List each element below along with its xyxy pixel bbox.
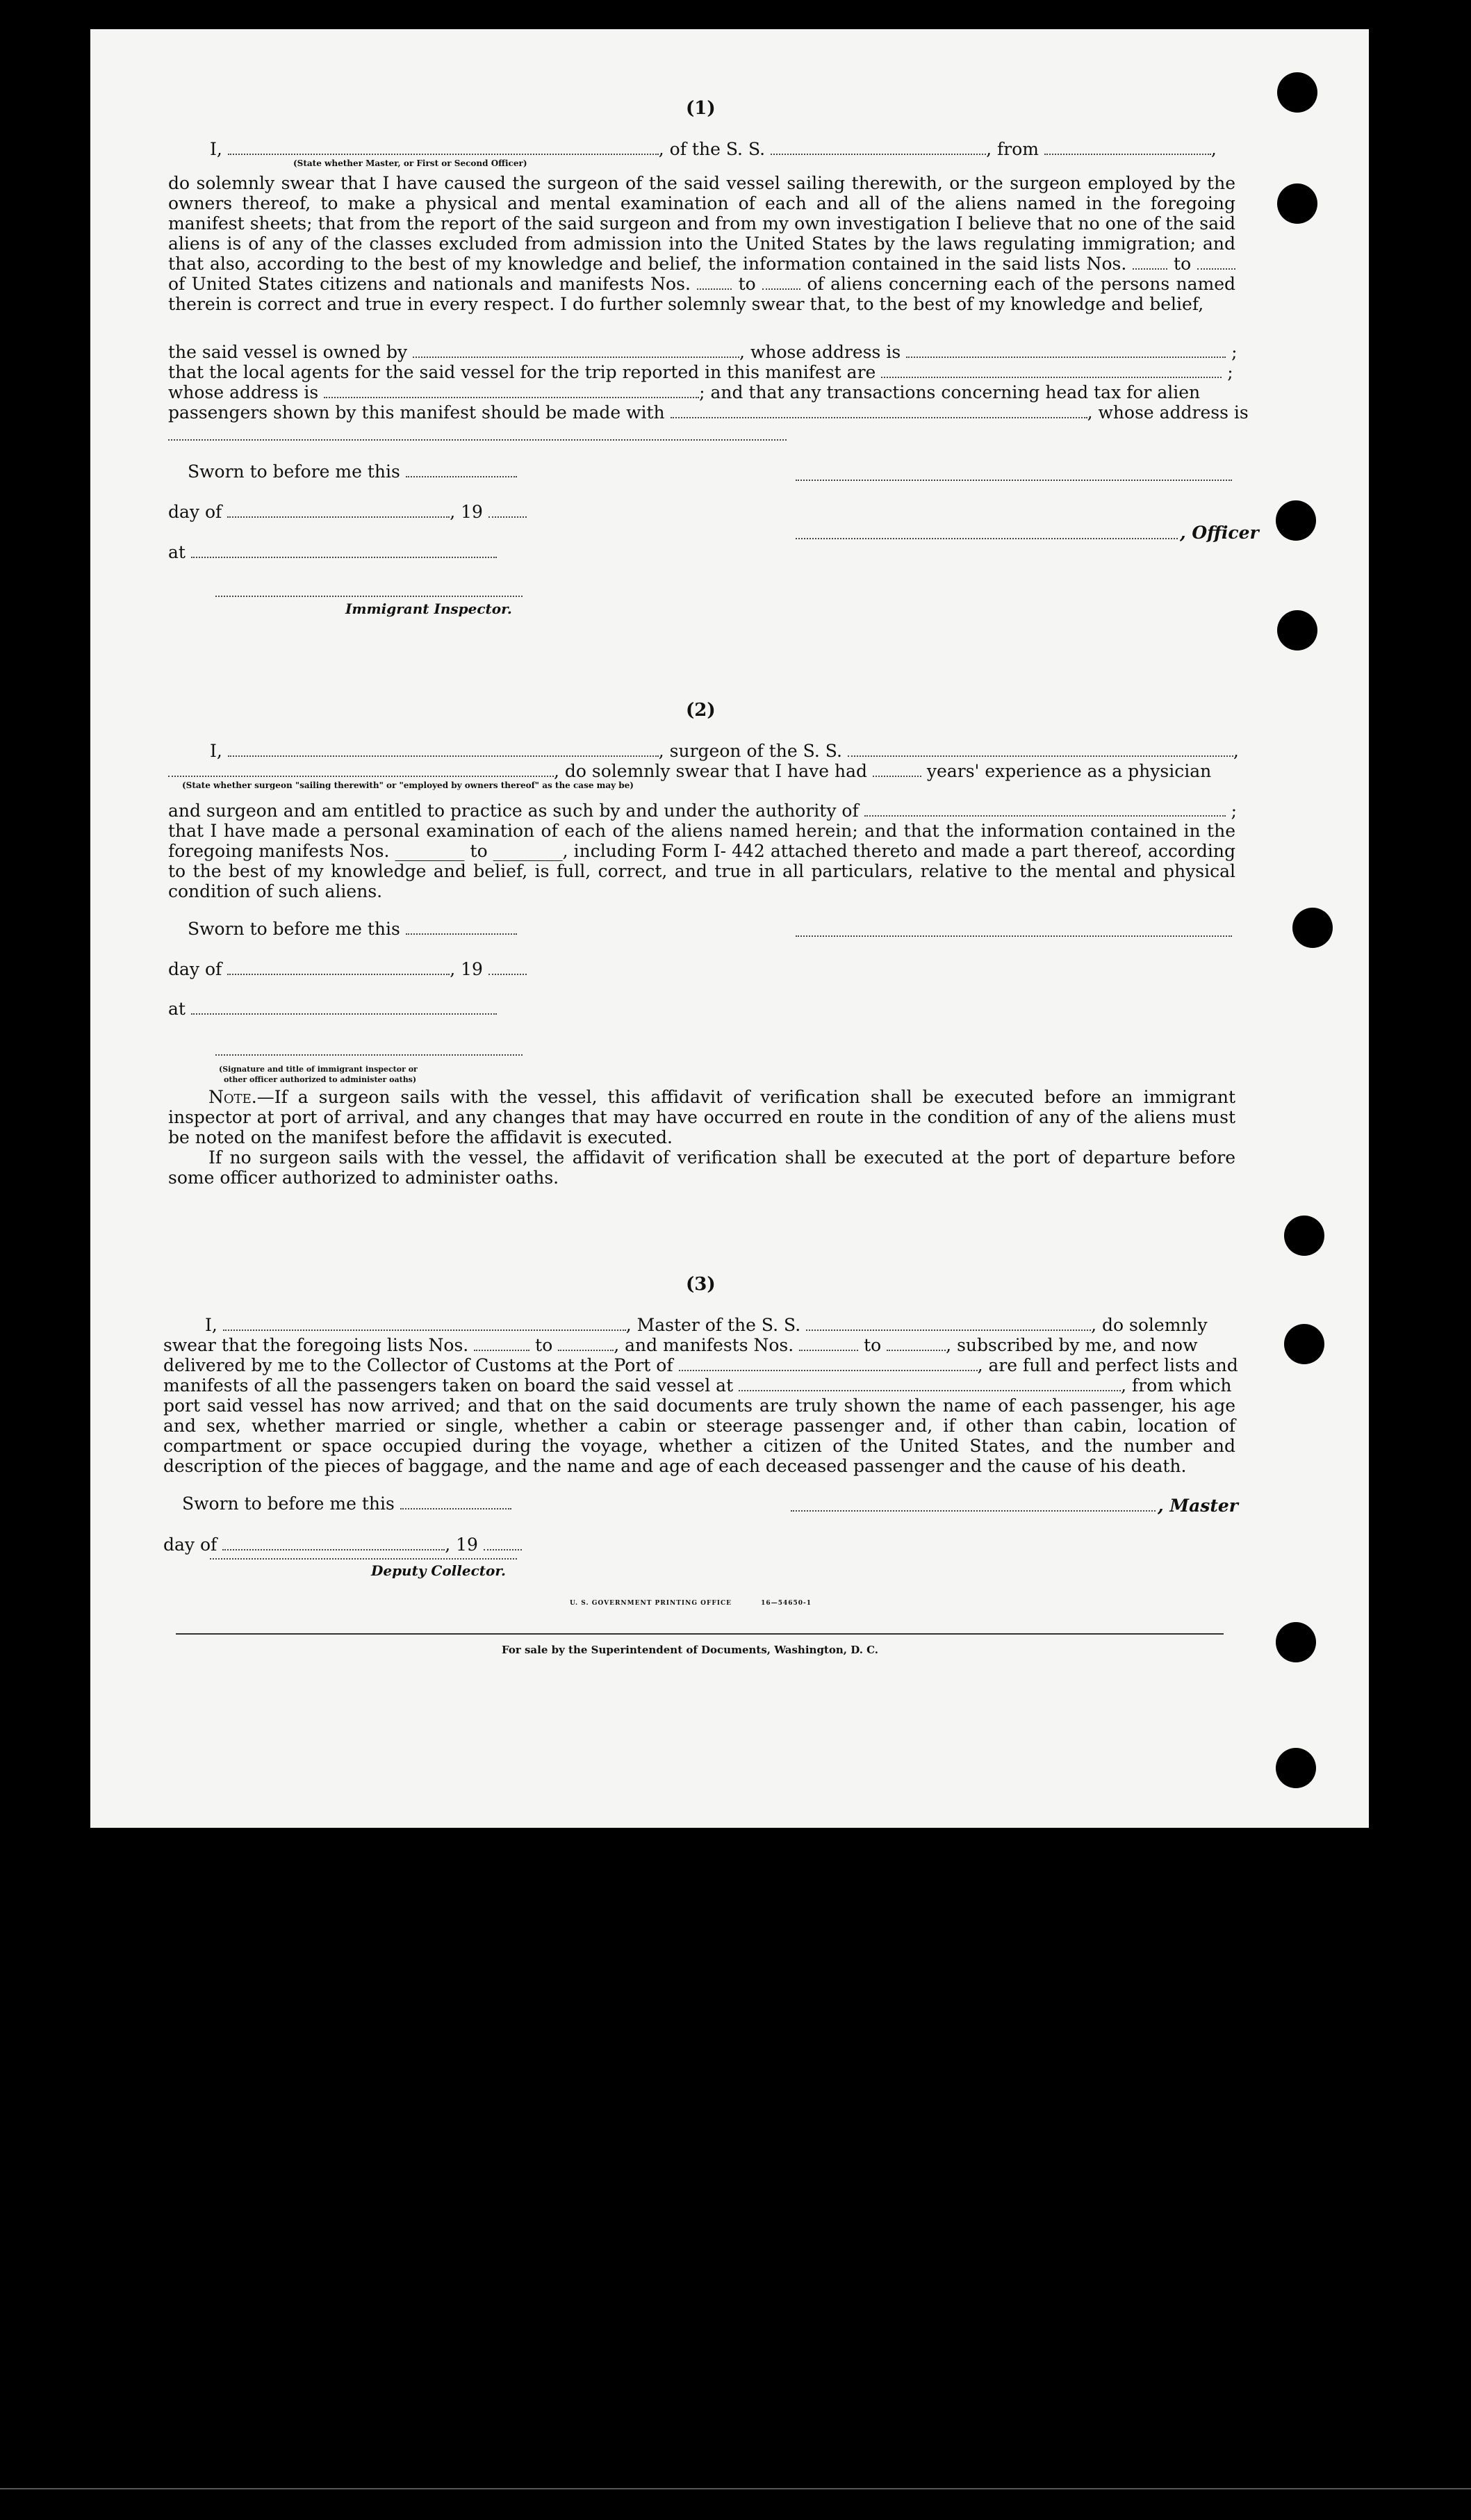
sec1-year-field[interactable] <box>488 502 527 518</box>
sec3-master-signature-line[interactable] <box>791 1510 1156 1512</box>
sec3-month-field[interactable] <box>222 1535 445 1551</box>
sec1-place-field[interactable] <box>191 542 497 558</box>
sec2-paragraph: that I have made a personal examination of each of the aliens named herein; and that the information contained in the foregoing manifests Nos. ________ to ________, including Form I- 442 attached thereto and made a part thereof, according to the best of my knowledge and belief, is full, correct, and true in all particulars, relative to the mental and physical condition of such aliens. <box>168 821 1235 901</box>
sec2-note-paragraph: Note.—If a surgeon sails with the vessel, this affidavit of verification shall be executed before an immigrant inspector at port of arrival, and any changes that may have occurred en route in the condition of any of the aliens must be noted on the manifest before the affidavit is executed. <box>168 1087 1235 1147</box>
binder-hole-2 <box>1277 183 1317 224</box>
sec3-line-2: swear that the foregoing lists Nos. to , and manifests Nos. to , subscribed by me, and now <box>163 1335 1198 1355</box>
sec2-line-2: , do solemnly swear that I have had years' experience as a physician <box>168 761 1211 781</box>
sec1-paragraph: do solemnly swear that I have caused the surgeon of the said vessel sailing therewith, or the surgeon employed by the owners thereof, to make a physical and mental examination of each and all of the aliens named in the foregoing manifest sheets; that from the report of the said surgeon and from my own investigation I believe that no one of the said aliens is of any of the classes excluded from admission into the United States by the laws regulating immigration; and that also, according to the best of my knowledge and belief, the information contained in the said lists Nos. to of United States citizens and nationals and manifests Nos. to of aliens concerning each of the persons named therein is correct and true in every respect. I do further solemnly swear that, to the best of my knowledge and belief, <box>168 173 1236 314</box>
binder-hole-1 <box>1277 72 1317 113</box>
sec1-officer-label: , Officer <box>1180 523 1259 543</box>
section-1-number: (1) <box>686 98 716 119</box>
sec1-officer-name-field[interactable] <box>228 139 659 155</box>
sec3-port-field[interactable] <box>679 1355 978 1371</box>
sec1-officer-signature-line-2[interactable] <box>796 538 1178 539</box>
sec2-authority-field[interactable] <box>864 801 1226 817</box>
sec1-sworn-line: Sworn to before me this <box>188 461 517 482</box>
sec2-surgeon-signature-line[interactable] <box>796 935 1232 937</box>
binder-hole-9 <box>1276 1748 1316 1788</box>
sec2-surgeon-name-field[interactable] <box>228 741 659 757</box>
sec1-local-agents-field[interactable] <box>881 362 1222 378</box>
sec1-manifests-to-field[interactable] <box>762 274 800 290</box>
sec1-owner-address-field[interactable] <box>906 342 1226 358</box>
sec3-master-name-field[interactable] <box>223 1315 626 1331</box>
sec2-note-paragraph-2: If no surgeon sails with the vessel, the affidavit of verification shall be executed at the port of departure before some officer authorized to administer oaths. <box>168 1147 1235 1188</box>
sec1-sworn-date-field[interactable] <box>406 461 517 477</box>
sec3-manifests-from-field[interactable] <box>799 1335 858 1351</box>
sec1-from-port-field[interactable] <box>1044 139 1211 155</box>
sec1-line-1: I, , of the S. S. , from , <box>210 139 1217 159</box>
sec2-signature-note-1: (Signature and title of immigrant inspector or <box>219 1065 418 1074</box>
sec2-note-label: Note. <box>208 1087 257 1107</box>
sec2-signature-note-2: other officer authorized to administer oaths) <box>224 1075 417 1084</box>
sec1-head-tax-line: whose address is ; and that any transactions concerning head tax for alien <box>168 382 1201 402</box>
sec2-status-note: (State whether surgeon "sailing therewith" or "employed by owners thereof" as the case may be) <box>182 780 634 790</box>
binder-hole-3 <box>1276 500 1316 541</box>
section-3-number: (3) <box>686 1274 716 1295</box>
binder-hole-7 <box>1284 1324 1324 1364</box>
sec1-month-field[interactable] <box>227 502 450 518</box>
sec1-owner-field[interactable] <box>413 342 739 358</box>
sec2-place-field[interactable] <box>191 999 497 1015</box>
sec1-lists-to-field[interactable] <box>1197 254 1235 270</box>
sec1-passengers-line: passengers shown by this manifest should be made with , whose address is <box>168 402 1249 423</box>
binder-hole-6 <box>1284 1216 1324 1256</box>
sec3-line-3: delivered by me to the Collector of Customs at the Port of , are full and perfect lists and <box>163 1355 1238 1375</box>
sec3-vessel-name-field[interactable] <box>806 1315 1091 1331</box>
sec2-sworn-line: Sworn to before me this <box>188 919 517 939</box>
sec3-collector-label: Deputy Collector. <box>371 1562 507 1579</box>
sec2-sworn-date-field[interactable] <box>406 919 517 935</box>
sec3-lists-from-field[interactable] <box>474 1335 529 1351</box>
sec3-boarding-port-field[interactable] <box>739 1375 1121 1391</box>
binder-hole-8 <box>1276 1622 1316 1662</box>
sec2-day-of-line: day of , 19 <box>168 959 527 979</box>
sec1-agents-address-field[interactable] <box>324 382 699 398</box>
sec1-officer-note: (State whether Master, or First or Second Officer) <box>293 158 527 168</box>
sec3-collector-signature-line[interactable] <box>210 1558 517 1560</box>
sec1-officer-signature-line-1[interactable] <box>796 480 1232 481</box>
sec2-month-field[interactable] <box>227 959 450 975</box>
sec1-owned-by-line: the said vessel is owned by , whose address is ; <box>168 342 1238 362</box>
scan-edge-line <box>0 2488 1471 2489</box>
footer-rule <box>176 1633 1224 1635</box>
sec2-authority-line: and surgeon and am entitled to practice as such by and under the authority of ; <box>168 801 1238 821</box>
sec2-surgeon-status-field[interactable] <box>168 761 554 777</box>
binder-hole-4 <box>1277 610 1317 651</box>
sec2-vessel-name-field[interactable] <box>848 741 1233 757</box>
sec3-lists-to-field[interactable] <box>558 1335 614 1351</box>
binder-hole-5 <box>1292 908 1333 948</box>
sec3-master-label: , Master <box>1158 1496 1238 1516</box>
footer-sale-notice: For sale by the Superintendent of Documents, Washington, D. C. <box>502 1644 879 1656</box>
form-sheet <box>90 29 1369 1828</box>
sec3-line-4: manifests of all the passengers taken on board the said vessel at , from which <box>163 1375 1232 1396</box>
footer-printing-office: U. S. GOVERNMENT PRINTING OFFICE 16—54650-1 <box>570 1600 812 1607</box>
sec1-vessel-name-field[interactable] <box>771 139 986 155</box>
sec3-year-field[interactable] <box>484 1535 522 1551</box>
sec1-at-line: at <box>168 542 497 562</box>
sec2-years-field[interactable] <box>873 761 921 777</box>
sec2-year-field[interactable] <box>488 959 527 975</box>
sec1-inspector-label: Immigrant Inspector. <box>345 600 512 617</box>
sec2-at-line: at <box>168 999 497 1019</box>
sec1-lists-from-field[interactable] <box>1133 254 1167 270</box>
sec1-manifests-from-field[interactable] <box>697 274 732 290</box>
sec3-sworn-line: Sworn to before me this <box>182 1494 511 1514</box>
sec1-inspector-signature-line[interactable] <box>215 596 523 597</box>
sec3-line-1: I, , Master of the S. S. , do solemnly <box>205 1315 1208 1335</box>
sec3-paragraph: port said vessel has now arrived; and that on the said documents are truly shown the name of each passenger, his age and sex, whether married or single, whether a cabin or steerage passenger and, if other than cabin, location of compartment or space occupied during the voyage, whether a citizen of the United States, and the number and description of the pieces of baggage, and the name and age of each deceased passenger and the cause of his death. <box>163 1396 1235 1476</box>
sec3-day-of-line: day of , 19 <box>163 1535 522 1555</box>
sec3-sworn-date-field[interactable] <box>400 1494 511 1509</box>
sec2-inspector-signature-line[interactable] <box>215 1054 523 1056</box>
sec3-manifests-to-field[interactable] <box>887 1335 946 1351</box>
sec1-day-of-line: day of , 19 <box>168 502 527 522</box>
sec2-line-1: I, , surgeon of the S. S. , <box>210 741 1239 761</box>
sec1-address-continuation-line[interactable] <box>168 439 787 441</box>
section-2-number: (2) <box>686 700 716 721</box>
sec1-head-tax-contact-field[interactable] <box>671 402 1087 418</box>
sec1-local-agents-line: that the local agents for the said vessel for the trip reported in this manifest are ; <box>168 362 1233 382</box>
